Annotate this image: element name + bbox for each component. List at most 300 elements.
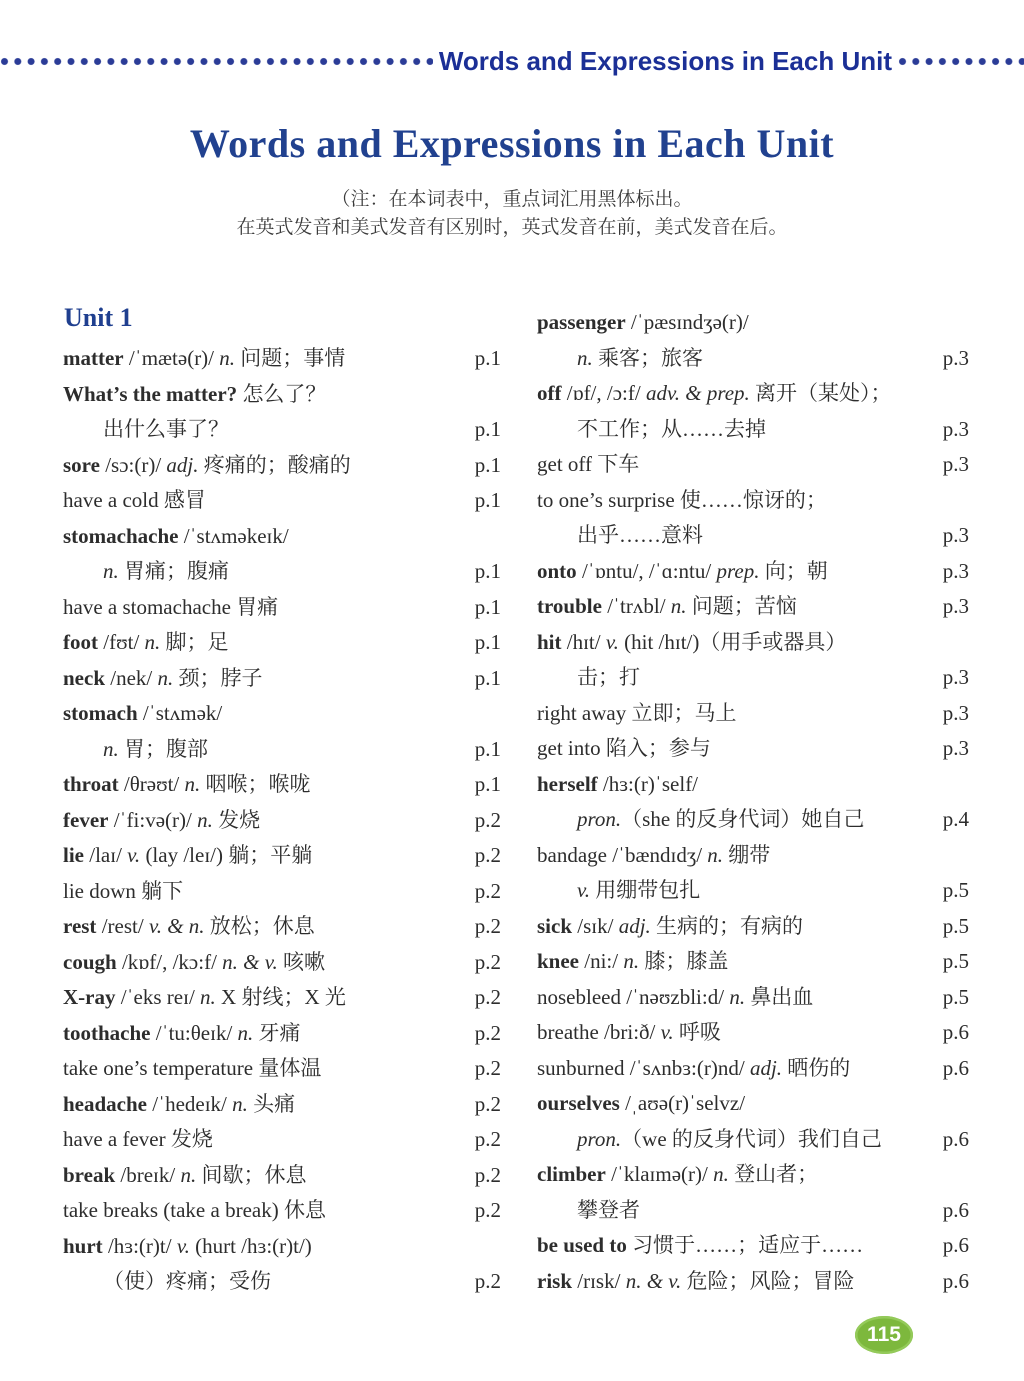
page-ref: p.2 [474, 1091, 501, 1116]
entry-segment: right away 立即；马上 [537, 700, 737, 725]
entry-row [537, 767, 969, 803]
pos-label: n. [237, 1020, 254, 1045]
entry-text [537, 554, 828, 590]
entry-row [537, 518, 969, 554]
entry-text [537, 909, 803, 945]
entry-text [537, 944, 728, 980]
headword: neck [63, 665, 105, 690]
entry-segment: 呼吸 [673, 1020, 721, 1044]
headword: X-ray [63, 985, 116, 1009]
entry-segment: 问题；事情 [235, 346, 346, 370]
pos-label: n. [219, 346, 236, 370]
page-ref: p.2 [474, 807, 501, 832]
entry-segment: 发烧 [212, 807, 261, 832]
entry-segment: /hɪt/ [561, 629, 606, 654]
entry-row [63, 732, 501, 768]
entry-segment: /sɪk/ [572, 913, 619, 938]
entry-text [537, 838, 770, 874]
entry-segment: 颈；脖子 [173, 665, 263, 690]
entry-row [63, 341, 501, 377]
entry-text [537, 731, 711, 767]
page-ref: p.1 [474, 452, 501, 477]
pos-label: v. [605, 629, 619, 654]
headword: climber [537, 1162, 606, 1186]
page-ref: p.3 [942, 736, 969, 760]
entry-segment: 牙痛 [253, 1020, 301, 1045]
entry-row [63, 874, 501, 910]
page-ref: p.1 [474, 772, 501, 796]
entry-text [63, 696, 222, 732]
entry-text [63, 1051, 321, 1087]
entry-segment: 晒伤的 [782, 1055, 851, 1080]
page-ref: p.2 [474, 1269, 501, 1293]
headword: off [537, 381, 562, 405]
entry-segment: /ˈeks reɪ/ [115, 985, 201, 1009]
pos-label: n. & v. [222, 949, 278, 974]
entry-segment: 胃痛；腹痛 [118, 559, 229, 583]
headword: trouble [537, 594, 602, 618]
entry-row [63, 377, 501, 413]
entry-segment: 向；朝 [759, 558, 828, 583]
pos-label: n. [713, 1162, 729, 1186]
entry-text [63, 1016, 301, 1052]
page-ref: p.2 [474, 878, 501, 903]
headword: ourselves [537, 1091, 620, 1115]
page-ref: p.2 [474, 1020, 501, 1045]
entry-text [537, 1086, 745, 1122]
entry-segment: 问题；苦恼 [686, 594, 797, 618]
entry-segment: /ˈstʌmək/ [137, 701, 223, 725]
entry-row [63, 554, 501, 590]
entry-text [63, 980, 346, 1016]
entry-segment: 习惯于……；适应于…… [626, 1233, 864, 1257]
entry-text [63, 341, 345, 377]
entry-text [537, 1051, 850, 1087]
entry-row [63, 696, 501, 732]
entry-row [63, 803, 501, 839]
pos-label: n. [707, 842, 724, 867]
entry-text [63, 874, 183, 910]
entry-segment: (lay /leɪ/) 躺；平躺 [140, 843, 313, 867]
entry-text [537, 980, 813, 1016]
entry-row [63, 483, 501, 519]
pos-label: v. [660, 1020, 674, 1044]
pos-label: n. [670, 594, 687, 618]
headword: foot [63, 630, 98, 654]
entry-segment: /kɒf/, /kɔ:f/ [116, 949, 223, 974]
page-ref: p.6 [942, 1268, 969, 1293]
entry-segment: take breaks (take a break) 休息 [63, 1198, 326, 1222]
entry-segment: 脚；足 [160, 630, 229, 654]
entry-segment: 用绷带包扎 [590, 878, 701, 902]
entry-text [537, 1122, 882, 1158]
entry-row [537, 980, 969, 1016]
entry-segment: /ˈmætə(r)/ [123, 346, 220, 370]
entry-segment: /nek/ [105, 665, 158, 690]
pos-label: n. [200, 985, 216, 1009]
entry-row [63, 1158, 501, 1194]
pos-label: n. [197, 807, 213, 832]
entry-row [63, 767, 501, 803]
page-ref: p.2 [474, 843, 501, 867]
entry-text [63, 1122, 213, 1158]
pos-label: v. [577, 878, 591, 902]
note-block [0, 186, 1024, 242]
entry-segment: 头痛 [247, 1091, 296, 1116]
entry-text [537, 305, 749, 341]
entry-text [63, 483, 206, 519]
entry-text [537, 1193, 640, 1229]
page-ref: p.1 [474, 630, 501, 654]
entry-row [63, 519, 501, 555]
entry-segment: (hit /hɪt/)（用手或器具） [618, 629, 847, 654]
entry-row [537, 341, 969, 377]
entry-segment: 放松；休息 [204, 914, 315, 938]
entry-segment: X 射线；X 光 [215, 985, 346, 1009]
page-ref: p.6 [942, 1020, 969, 1044]
pos-label: n. [144, 630, 161, 654]
entry-segment: have a fever 发烧 [63, 1127, 213, 1151]
entry-segment: /rest/ [96, 914, 149, 938]
entry-text [537, 447, 639, 483]
entry-text [537, 1015, 721, 1051]
entry-segment: 乘客；旅客 [592, 345, 703, 370]
entry-segment: 生病的；有病的 [650, 913, 804, 938]
entry-segment: 咽喉；喉咙 [200, 772, 311, 796]
page-ref: p.5 [942, 949, 969, 973]
entry-segment: /ˈstʌməkeɪk/ [178, 523, 289, 548]
entry-text [63, 519, 289, 555]
entry-text [537, 589, 797, 625]
pos-label: n. [232, 1091, 248, 1116]
entry-segment: /fʊt/ [98, 630, 145, 654]
page-ref: p.5 [942, 878, 969, 902]
page-ref: p.6 [942, 1126, 969, 1151]
entry-segment: 不工作；从……去掉 [577, 416, 766, 441]
entry-row [63, 838, 501, 874]
page-ref: p.5 [942, 913, 969, 938]
entry-text [63, 590, 278, 626]
entry-segment: get into 陷入；参与 [537, 736, 711, 760]
entry-text [63, 838, 312, 874]
pos-label: n. [623, 949, 640, 973]
headword: stomach [63, 701, 138, 725]
pos-label: n. & v. [625, 1268, 682, 1293]
entry-segment: lie down 躺下 [63, 878, 184, 903]
headword: knee [537, 949, 579, 973]
pos-label: n. [103, 736, 119, 761]
entry-segment: breathe /bri:ð/ [537, 1020, 661, 1044]
entry-row [63, 909, 501, 945]
entry-row [537, 554, 969, 590]
entry-row [537, 1051, 969, 1087]
left-column [63, 341, 501, 1300]
entry-segment: 击；打 [577, 665, 640, 689]
entry-segment: take one’s temperature 量体温 [63, 1056, 322, 1080]
headword: headache [63, 1091, 147, 1116]
page-number-badge: 115 [855, 1316, 913, 1354]
entry-row [63, 1051, 501, 1087]
entry-text [63, 803, 260, 839]
entry-row [63, 661, 501, 697]
entry-text [63, 1193, 326, 1229]
page-ref: p.3 [942, 452, 969, 476]
entry-text [63, 945, 325, 981]
page-ref: p.6 [942, 1055, 969, 1080]
page-ref: p.3 [942, 345, 969, 370]
pos-label: n. [184, 772, 201, 796]
entry-row [537, 625, 969, 661]
pos-label: n. [729, 984, 746, 1009]
entry-segment: /ˌaʊə(r)ˈselvz/ [619, 1091, 746, 1115]
headword: hit [537, 629, 562, 654]
page-ref: p.2 [474, 1127, 501, 1151]
entry-row [63, 448, 501, 484]
entry-segment: /ˈtrʌbl/ [601, 594, 671, 618]
entry-segment: /ˈɒntu/, /ˈɑ:ntu/ [576, 558, 717, 583]
entry-segment: sunburned /ˈsʌnbɜ:(r)nd/ [537, 1055, 750, 1080]
page-title: Words and Expressions in Each Unit [189, 121, 835, 166]
headword: cough [63, 949, 117, 974]
entry-segment: /ɒf/, /ɔ:f/ [561, 381, 646, 405]
headword: rest [63, 914, 97, 938]
pos-label: n. [103, 559, 119, 583]
entry-row [63, 1122, 501, 1158]
entry-row [537, 589, 969, 625]
entry-segment: /laɪ/ [84, 843, 128, 867]
entry-segment: to one’s surprise 使……惊讶的； [537, 487, 827, 512]
entry-row [537, 1228, 969, 1264]
entry-text [63, 412, 229, 448]
entry-segment: /rɪsk/ [572, 1268, 626, 1293]
entry-text [537, 625, 846, 661]
headword: herself [537, 771, 598, 796]
page-ref: p.1 [474, 488, 501, 512]
entry-row [537, 376, 969, 412]
entry-segment: （使）疼痛；受伤 [103, 1269, 271, 1293]
entry-segment: 危险；风险；冒险 [681, 1268, 855, 1293]
entry-segment: /hɜ:(r)ˈself/ [597, 771, 699, 796]
page-ref: p.1 [474, 594, 501, 619]
entry-row [537, 412, 969, 448]
entry-text [63, 625, 229, 661]
page-ref: p.6 [942, 1233, 969, 1257]
entry-segment: /ˈhedeɪk/ [147, 1091, 233, 1116]
pos-label: n. [157, 665, 174, 690]
entry-row [63, 412, 501, 448]
entry-segment: 绷带 [723, 842, 771, 867]
entry-row [63, 1016, 501, 1052]
entry-text [537, 696, 736, 732]
entry-segment: have a stomachache 胃痛 [63, 594, 279, 619]
entry-segment: /hɜ:(r)t/ [102, 1233, 177, 1258]
entry-text [537, 873, 700, 909]
pos-label: n. [180, 1162, 197, 1187]
headword: toothache [63, 1020, 151, 1045]
page-ref: p.2 [474, 914, 501, 938]
entry-row [63, 1264, 501, 1300]
entry-segment: /ˈtu:θeɪk/ [150, 1020, 238, 1045]
headword: hurt [63, 1233, 103, 1258]
entry-segment: 怎么了？ [237, 381, 327, 406]
entry-text [537, 483, 827, 519]
entry-row [537, 1157, 969, 1193]
entry-segment: （she 的反身代词）她自己 [621, 807, 865, 831]
entry-segment: (hurt /hɜ:(r)t/) [189, 1233, 312, 1258]
page-ref: p.3 [942, 665, 969, 689]
entry-text [537, 518, 703, 554]
entry-row [537, 305, 969, 341]
entry-segment: 鼻出血 [745, 984, 814, 1009]
page-ref: p.3 [942, 700, 969, 725]
page-ref: p.2 [474, 1162, 501, 1187]
dotted-line-icon [898, 57, 1024, 66]
entry-text [537, 660, 640, 696]
page-ref: p.2 [474, 985, 501, 1009]
entry-segment: 攀登者 [577, 1197, 640, 1222]
headword: throat [63, 772, 119, 796]
pos-label: pron. [577, 1126, 622, 1151]
entry-row [537, 660, 969, 696]
page-ref: p.2 [474, 949, 501, 974]
running-head [0, 46, 1024, 76]
page-ref: p.6 [942, 1197, 969, 1222]
page-ref: p.2 [474, 1198, 501, 1222]
entry-text [63, 1158, 306, 1194]
pos-label: pron. [577, 807, 622, 831]
pos-label: n. [577, 345, 593, 370]
pos-label: prep. [716, 558, 760, 583]
entry-segment: 登山者； [728, 1162, 819, 1186]
entry-row [63, 1193, 501, 1229]
entry-text [63, 661, 263, 697]
entry-row [63, 980, 501, 1016]
entry-segment: 出乎……意料 [577, 523, 703, 547]
headword: onto [537, 558, 577, 583]
entry-row [537, 696, 969, 732]
entry-segment: /breɪk/ [115, 1162, 181, 1187]
entry-row [537, 802, 969, 838]
entry-segment: 间歇；休息 [196, 1162, 307, 1187]
running-head-label: Words and Expressions in Each Unit [438, 45, 892, 76]
entry-segment: （we 的反身代词）我们自己 [621, 1126, 882, 1151]
page-ref: p.1 [474, 417, 501, 441]
headword: lie [63, 843, 84, 867]
page-ref: p.1 [474, 736, 501, 761]
entry-segment: bandage /ˈbændɪdʒ/ [537, 842, 708, 867]
entry-text [63, 448, 351, 484]
page-ref: p.4 [942, 807, 969, 831]
entry-segment: /ˈfi:və(r)/ [108, 807, 198, 832]
pos-label: adj. [618, 913, 651, 938]
entry-text [63, 554, 229, 590]
entry-row [537, 1015, 969, 1051]
entry-row [537, 483, 969, 519]
entry-text [537, 767, 698, 803]
entry-row [537, 944, 969, 980]
entry-row [63, 625, 501, 661]
entry-text [63, 1264, 271, 1300]
entry-text [63, 1229, 312, 1265]
page-ref: p.1 [474, 559, 501, 583]
entry-row [537, 873, 969, 909]
entry-row [537, 838, 969, 874]
entry-text [537, 412, 766, 448]
entry-row [63, 1087, 501, 1123]
entry-segment: /θrəʊt/ [118, 772, 185, 796]
headword: stomachache [63, 523, 179, 548]
entry-row [537, 1122, 969, 1158]
page-ref: p.3 [942, 416, 969, 441]
entry-segment: have a cold 感冒 [63, 488, 206, 512]
entry-segment: nosebleed /ˈnəʊzbli:d/ [537, 984, 730, 1009]
note-line-1: （注：在本词表中，重点词汇用黑体标出。 [331, 189, 693, 210]
pos-label: v. [127, 843, 141, 867]
pos-label: v. [176, 1233, 190, 1258]
entry-segment: 咳嗽 [277, 949, 326, 974]
entry-row [537, 1193, 969, 1229]
headword: break [63, 1162, 116, 1187]
dotted-line-icon [0, 57, 433, 66]
entry-segment: get off 下车 [537, 452, 640, 476]
entry-text [537, 1228, 863, 1264]
entry-row [537, 731, 969, 767]
page-ref: p.5 [942, 984, 969, 1009]
pos-label: v. & n. [148, 914, 205, 938]
entry-text [63, 767, 311, 803]
headword: be used to [537, 1233, 627, 1257]
entry-segment: 出什么事了？ [103, 417, 229, 441]
entry-text [63, 909, 315, 945]
entry-row [537, 1264, 969, 1300]
headword: What’s the matter? [63, 381, 238, 406]
entry-text [63, 732, 208, 768]
entry-row [537, 909, 969, 945]
note-line-2: 在英式发音和美式发音有区别时，英式发音在前，美式发音在后。 [236, 217, 788, 238]
entry-text [537, 341, 703, 377]
entry-row [63, 590, 501, 626]
headword: risk [537, 1268, 573, 1293]
entry-segment: /ni:/ [579, 949, 624, 973]
entry-text [537, 1157, 818, 1193]
entry-text [537, 1264, 855, 1300]
pos-label: adj. [166, 452, 199, 477]
entry-segment: /ˈklaɪmə(r)/ [605, 1162, 714, 1186]
entry-text [537, 376, 892, 412]
page-ref: p.1 [474, 665, 501, 690]
headword: sore [63, 452, 100, 477]
entry-segment: 膝；膝盖 [639, 949, 729, 973]
entry-row [537, 1086, 969, 1122]
entry-row [63, 1229, 501, 1265]
page-ref: p.3 [942, 558, 969, 583]
right-column [537, 305, 969, 1299]
entry-text [63, 377, 326, 413]
headword: sick [537, 913, 573, 938]
headword: fever [63, 807, 109, 832]
entry-text [63, 1087, 295, 1123]
page-ref: p.2 [474, 1056, 501, 1080]
entry-row [537, 447, 969, 483]
entry-segment: /sɔ:(r)/ [99, 452, 167, 477]
page-ref: p.3 [942, 523, 969, 547]
headword: passenger [537, 310, 626, 334]
entry-row [63, 945, 501, 981]
entry-segment: /ˈpæsɪndʒə(r)/ [625, 310, 749, 334]
entry-segment: 疼痛的；酸痛的 [198, 452, 351, 477]
page-ref: p.1 [474, 346, 501, 370]
entry-segment: 胃；腹部 [118, 736, 208, 761]
